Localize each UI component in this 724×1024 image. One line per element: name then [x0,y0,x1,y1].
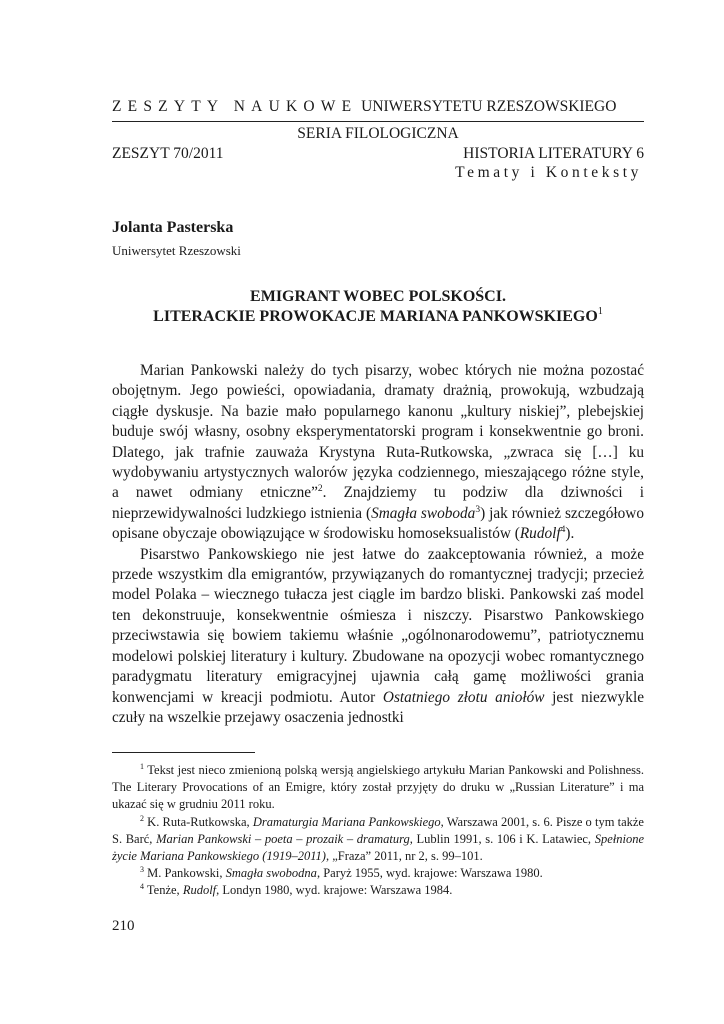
footnote-3-text-b: , Paryż 1955, wyd. krajowe: Warszawa 1980. [316,866,543,881]
footnote-separator [112,752,255,753]
footnote-2-number: 2 [140,813,144,823]
paragraph-1-text-d: ). [565,525,575,543]
journal-name-rest: UNIWERSYTETU RZESZOWSKIEGO [361,98,617,115]
footnote-1-number: 1 [140,762,144,771]
paragraph-1-text-b: . Znajdziemy tu podziw dla dziwności i nieprzewidywalności ludzkiego istnienia ( [112,484,645,522]
footnote-2-italic-3: Spełnione życie Mariana Pankowskiego (1919–2011) [112,831,644,864]
article-title-line-2 [112,307,644,327]
header-rule [112,121,644,122]
author-affiliation: Uniwersytet Rzeszowski [112,243,241,258]
footnote-1 [112,762,644,814]
article-title [112,287,644,327]
footnote-2-text-c: , Lublin 1991, s. 106 i K. Latawiec, [409,831,595,846]
footnote-3-text-a: M. Pankowski, [144,866,226,881]
paragraph-2-text-a: Pisarstwo Pankowskiego nie jest łatwe do zaakceptowania również, a może przede wszystkim dla emigrantów, przywiązanych do romantycznej tradycji; przecież model Polaka – wiecznego tułacza jest ciągle im bardzo bliski. Pankowski zaś model ten dekonstruuje, konsekwentnie ośmiesza i niszczy. Pisarstwo Pankowskiego przeciwstawia się bowiem takiemu właśnie „ogólnonarodowemu”, patriotycznemu modelowi polskiej literatury i kultury. Zbudowane na opozycji wobec romantycznego paradygmatu literatury emigracyjnej ujawnia całą gamę możliwości grania konwencjami w kreacji podmiotu. Autor [112,545,644,706]
footnote-ref-4[interactable]: 4 [560,525,566,536]
footnote-4-italic: Rudolf [182,883,217,898]
footnote-ref-2[interactable]: 2 [317,484,323,495]
section-name: HISTORIA LITERATURY 6 [463,145,644,162]
issue-number: ZESZYT 70/2011 [112,145,224,162]
page-number: 210 [112,918,135,934]
title-footnote-ref[interactable]: 1 [597,306,603,317]
article-body [112,361,644,728]
footnote-2-text-d: , „Fraza” 2011, nr 2, s. 99–101. [325,849,483,864]
footnote-ref-3[interactable]: 3 [475,504,481,515]
footnote-4 [112,882,644,899]
footnote-1-text: Tekst jest nieco zmienioną polską wersją angielskiego artykułu Marian Pankowski and Polishness. The Literary Provocations of an Emigre, który został przyjęty do druku w „Russian Literature” i ma ukazać się w grudniu 2011 roku. [112,763,644,812]
footnote-4-text-b: , Londyn 1980, wyd. krajowe: Warszawa 1984. [216,883,453,898]
footnote-2 [112,814,644,866]
paragraph-1 [112,361,644,545]
footnote-2-text-b: , Warszawa 2001, s. 6. Pisze o tym także S. Barć, [112,814,644,846]
footnote-2-italic-1: Dramaturgia Mariana Pankowskiego [252,814,441,829]
journal-name-spaced: ZESZYTY NAUKOWE [112,98,358,115]
author-name: Jolanta Pasterska [112,219,234,236]
footnote-3-italic: Smagła swobodna [225,866,317,881]
paragraph-2 [112,545,644,729]
series-name: SERIA FILOLOGICZNA [297,125,459,142]
footnote-2-italic-2: Marian Pankowski – poeta – prozaik – dramaturg [156,831,410,846]
paragraph-1-text-a: Marian Pankowski należy do tych pisarzy, wobec których nie można pozostać obojętnym. Jego powieści, opowiadania, dramaty drażnią, prowokują, wzbudzają ciągłe dyskusje. Na bazie mało popularnego kanonu „kultury niskiej”, plebejskiej buduje swój własny, osobny eksperymentatorski program i konsekwentnie go broni. Dlatego, jak trafnie zauważa Krystyna Ruta-Rutkowska, „zwraca się […] ku wydobywaniu artystycznych walorów języka codziennego, mieszającego różne style, a nawet odmiany etniczne” [112,362,644,502]
footnote-2-text-a: K. Ruta-Rutkowska, [144,814,253,829]
article-title-line-1: EMIGRANT WOBEC POLSKOŚCI. [250,288,506,305]
paragraph-1-text-c: ) jak również szczegółowo opisane obyczaje obowiązujące w środowisku homoseksualistów ( [112,504,644,543]
footnote-4-number: 4 [140,882,144,892]
footnotes [112,762,644,900]
paragraph-1-italic-2: Rudolf [519,525,561,543]
paragraph-2-text-b: jest niezwykle czuły na wszelkie przejawy osaczenia jednostki [112,688,644,726]
footnote-3 [112,865,644,882]
footnote-4-text-a: Tenże, [144,883,183,898]
paragraph-2-italic-1: Ostatniego złotu aniołów [382,688,545,706]
paragraph-1-italic-1: Smagła swoboda [371,504,476,522]
journal-name [112,98,644,116]
subsection-name: Tematy i Konteksty [455,164,642,181]
article-title-line-2-text: LITERACKIE PROWOKACJE MARIANA PANKOWSKIEGO [153,308,598,325]
footnote-3-number: 3 [140,865,144,875]
